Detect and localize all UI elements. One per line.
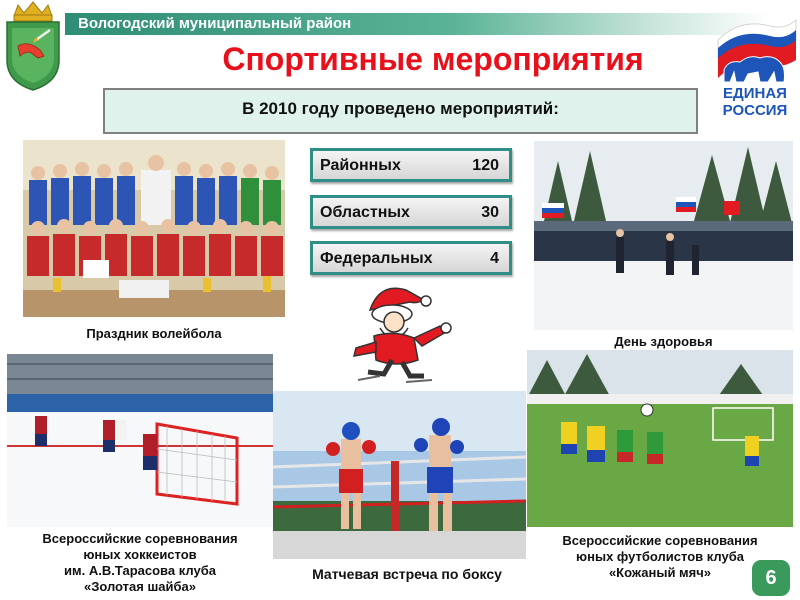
hockey-photo [7, 354, 273, 527]
counter-value: 30 [481, 204, 499, 221]
bear-flag-icon [710, 10, 800, 86]
party-name-line2: РОССИЯ [722, 102, 788, 119]
hockey-caption-line: юных хоккеистов [83, 547, 197, 562]
coat-of-arms-icon [0, 0, 66, 92]
page-number-badge: 6 [752, 560, 790, 596]
party-name-line1: ЕДИНАЯ [723, 85, 787, 102]
hockey-caption [7, 531, 273, 595]
subtitle-text: В 2010 году проведено мероприятий: [242, 99, 559, 118]
counter-label: Районных [320, 157, 401, 174]
football-photo [527, 350, 793, 527]
counter-district [310, 148, 512, 182]
hockey-caption-line: «Золотая шайба» [83, 579, 197, 594]
counter-label: Областных [320, 204, 410, 221]
party-logo [710, 10, 800, 120]
hockey-caption-line: Всероссийские соревнования [42, 531, 238, 546]
counter-regional [310, 195, 512, 229]
hockey-caption-line: им. А.В.Тарасова клуба [64, 563, 216, 578]
health-day-photo [534, 141, 793, 330]
counter-label: Федеральных [320, 250, 433, 267]
counter-value: 120 [472, 157, 499, 174]
boxing-caption: Матчевая встреча по боксу [312, 566, 502, 582]
volleyball-team-photo [23, 140, 285, 317]
santa-skater-icon [340, 280, 455, 385]
football-caption-line: «Кожаный мяч» [608, 565, 712, 580]
counter-value: 4 [490, 250, 499, 267]
boxing-photo [273, 391, 526, 559]
health-day-caption: День здоровья [614, 334, 713, 349]
volleyball-caption: Праздник волейбола [86, 326, 222, 341]
football-caption-line: юных футболистов клуба [576, 549, 744, 564]
football-caption-line: Всероссийские соревнования [562, 533, 758, 548]
district-name: Вологодский муниципальный район [78, 15, 352, 32]
counter-federal [310, 241, 512, 275]
page-title: Спортивные мероприятия [222, 41, 644, 77]
